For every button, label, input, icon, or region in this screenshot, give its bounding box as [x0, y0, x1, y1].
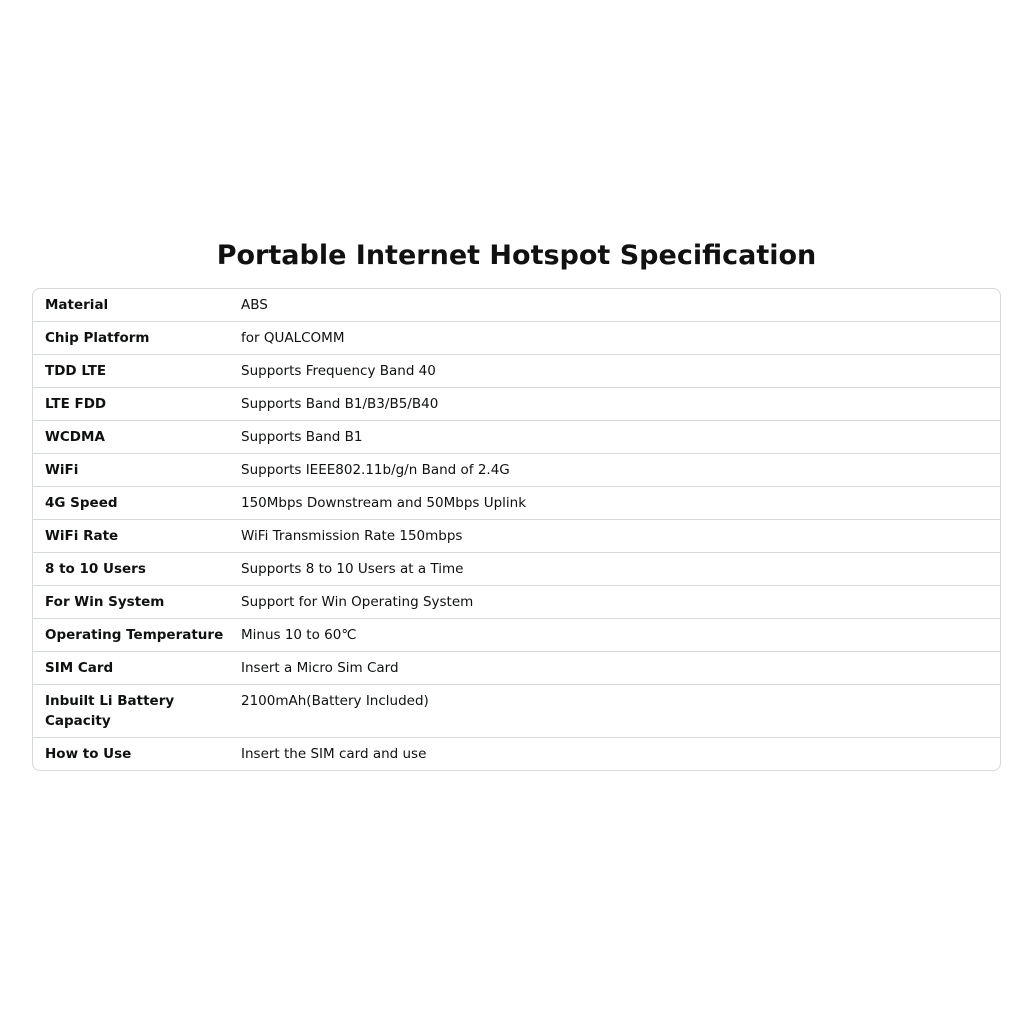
spec-row-operating-temperature: [33, 618, 1000, 651]
spec-value: Supports IEEE802.11b/g/n Band of 2.4G: [241, 462, 510, 478]
spec-row-wifi: [33, 453, 1000, 486]
spec-label: TDD LTE: [45, 363, 107, 379]
spec-label: WiFi Rate: [45, 528, 119, 544]
spec-row-sim-card: [33, 651, 1000, 684]
spec-label: 8 to 10 Users: [45, 561, 146, 577]
spec-value: ABS: [241, 297, 268, 313]
spec-value: Insert a Micro Sim Card: [241, 660, 399, 676]
spec-row-users: [33, 552, 1000, 585]
spec-label: Operating Temperature: [45, 627, 224, 643]
spec-label: LTE FDD: [45, 396, 107, 412]
spec-row-lte-fdd: [33, 387, 1000, 420]
spec-value: 150Mbps Downstream and 50Mbps Uplink: [241, 495, 527, 511]
spec-label: WiFi: [45, 462, 79, 478]
spec-row-chip-platform: [33, 321, 1000, 354]
spec-row-battery-capacity: [33, 684, 1000, 737]
spec-label: SIM Card: [45, 660, 114, 676]
spec-label: 4G Speed: [45, 495, 118, 511]
spec-value: Support for Win Operating System: [241, 594, 474, 610]
spec-value: Supports Band B1: [241, 429, 363, 445]
spec-value: Insert the SIM card and use: [241, 746, 427, 762]
spec-row-how-to-use: [33, 737, 1000, 770]
spec-label: WCDMA: [45, 429, 105, 445]
spec-row-wifi-rate: [33, 519, 1000, 552]
page-title: Portable Internet Hotspot Specification: [216, 240, 817, 271]
spec-label: Chip Platform: [45, 330, 150, 346]
spec-label: For Win System: [45, 594, 165, 610]
spec-value: Supports Band B1/B3/B5/B40: [241, 396, 439, 412]
spec-label: Material: [45, 297, 109, 313]
spec-value: WiFi Transmission Rate 150mbps: [241, 528, 463, 544]
spec-value: 2100mAh(Battery Included): [241, 693, 429, 709]
spec-value: Minus 10 to 60℃: [241, 627, 357, 643]
spec-row-4g-speed: [33, 486, 1000, 519]
spec-row-tdd-lte: [33, 354, 1000, 387]
spec-label: Inbuilt Li Battery Capacity: [45, 693, 175, 729]
spec-value: for QUALCOMM: [241, 330, 345, 346]
spec-value: Supports 8 to 10 Users at a Time: [241, 561, 464, 577]
specification-table: [32, 288, 1001, 771]
spec-row-wcdma: [33, 420, 1000, 453]
spec-label: How to Use: [45, 746, 132, 762]
spec-value: Supports Frequency Band 40: [241, 363, 436, 379]
spec-row-material: [33, 289, 1000, 321]
spec-row-win-system: [33, 585, 1000, 618]
